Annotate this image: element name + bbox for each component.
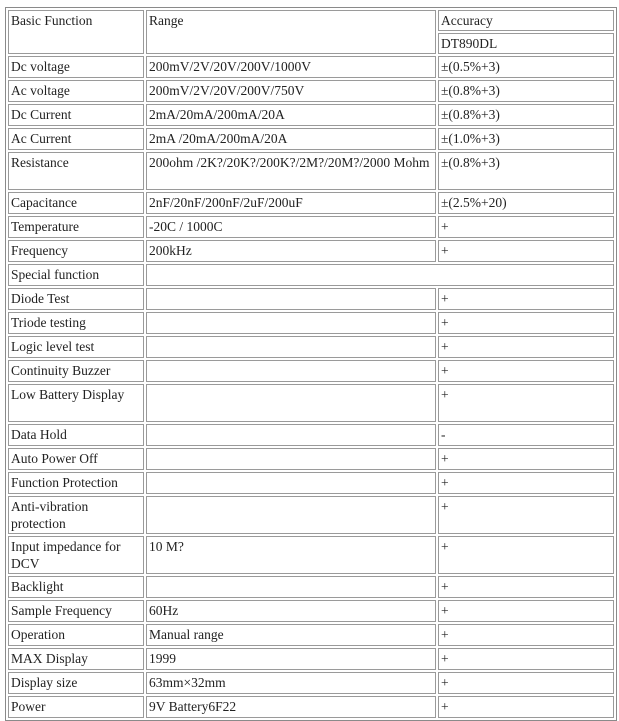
accuracy-cell: + [438, 600, 614, 622]
table-row [8, 496, 614, 534]
function-cell: Power [8, 696, 144, 718]
table-row [8, 472, 614, 494]
function-cell: Dc Current [8, 104, 144, 126]
accuracy-cell: + [438, 672, 614, 694]
accuracy-cell: ±(0.5%+3) [438, 56, 614, 78]
accuracy-cell: + [438, 384, 614, 422]
range-cell [146, 472, 436, 494]
function-cell: Operation [8, 624, 144, 646]
range-cell: 2mA/20mA/200mA/20A [146, 104, 436, 126]
table-row [8, 192, 614, 214]
header-accuracy: Accuracy [438, 10, 614, 31]
function-cell: Function Protection [8, 472, 144, 494]
table-row [8, 424, 614, 446]
function-cell: Resistance [8, 152, 144, 190]
table-row [8, 336, 614, 358]
range-cell: -20C / 1000C [146, 216, 436, 238]
table-row [8, 104, 614, 126]
range-cell [146, 576, 436, 598]
accuracy-cell: ±(0.8%+3) [438, 104, 614, 126]
function-cell: Dc voltage [8, 56, 144, 78]
special-function-heading: Special function [8, 264, 144, 286]
spec-table [5, 7, 617, 721]
accuracy-cell: + [438, 576, 614, 598]
table-row [8, 624, 614, 646]
function-cell: Triode testing [8, 312, 144, 334]
accuracy-cell: ±(0.8%+3) [438, 152, 614, 190]
function-cell: MAX Display [8, 648, 144, 670]
range-cell: 9V Battery6F22 [146, 696, 436, 718]
accuracy-cell: + [438, 360, 614, 382]
accuracy-cell: + [438, 496, 614, 534]
range-cell [146, 312, 436, 334]
accuracy-cell: + [438, 624, 614, 646]
table-row [8, 288, 614, 310]
range-cell [146, 336, 436, 358]
range-cell [146, 384, 436, 422]
accuracy-cell: + [438, 448, 614, 470]
special-function-blank [146, 264, 614, 286]
special-function-header-row [8, 264, 614, 286]
function-cell: Ac Current [8, 128, 144, 150]
function-cell: Backlight [8, 576, 144, 598]
table-row [8, 672, 614, 694]
table-row [8, 448, 614, 470]
range-cell: 2nF/20nF/200nF/2uF/200uF [146, 192, 436, 214]
range-cell [146, 448, 436, 470]
range-cell: 60Hz [146, 600, 436, 622]
range-cell: 200ohm /2K?/20K?/200K?/2M?/20M?/2000 Mohm [146, 152, 436, 190]
table-row [8, 216, 614, 238]
range-cell: 2mA /20mA/200mA/20A [146, 128, 436, 150]
accuracy-cell: ±(1.0%+3) [438, 128, 614, 150]
accuracy-cell: + [438, 288, 614, 310]
table-row [8, 80, 614, 102]
table-row [8, 600, 614, 622]
function-cell: Display size [8, 672, 144, 694]
function-cell: Sample Frequency [8, 600, 144, 622]
range-cell: 200mV/2V/20V/200V/750V [146, 80, 436, 102]
table-row [8, 152, 614, 190]
accuracy-cell: + [438, 216, 614, 238]
range-cell: 200mV/2V/20V/200V/1000V [146, 56, 436, 78]
header-range: Range [146, 10, 436, 54]
accuracy-cell: + [438, 240, 614, 262]
table-row [8, 648, 614, 670]
accuracy-cell: ±(0.8%+3) [438, 80, 614, 102]
function-cell: Frequency [8, 240, 144, 262]
header-basic-function: Basic Function [8, 10, 144, 54]
range-cell: 200kHz [146, 240, 436, 262]
accuracy-cell: + [438, 472, 614, 494]
table-row [8, 240, 614, 262]
table-row [8, 56, 614, 78]
table-row [8, 696, 614, 718]
accuracy-cell: + [438, 648, 614, 670]
function-cell: Data Hold [8, 424, 144, 446]
range-cell [146, 424, 436, 446]
table-row [8, 360, 614, 382]
function-cell: Capacitance [8, 192, 144, 214]
function-cell: Auto Power Off [8, 448, 144, 470]
accuracy-cell: + [438, 312, 614, 334]
function-cell: Continuity Buzzer [8, 360, 144, 382]
table-row [8, 576, 614, 598]
table-row [8, 536, 614, 574]
table-row [8, 128, 614, 150]
range-cell: Manual range [146, 624, 436, 646]
header-model: DT890DL [438, 33, 614, 54]
function-cell: Logic level test [8, 336, 144, 358]
range-cell: 1999 [146, 648, 436, 670]
range-cell [146, 288, 436, 310]
header-row [8, 10, 614, 31]
function-cell: Anti-vibration protection [8, 496, 144, 534]
function-cell: Low Battery Display [8, 384, 144, 422]
range-cell [146, 496, 436, 534]
function-cell: Temperature [8, 216, 144, 238]
accuracy-cell: + [438, 696, 614, 718]
range-cell: 63mm×32mm [146, 672, 436, 694]
accuracy-cell: + [438, 536, 614, 574]
range-cell: 10 M? [146, 536, 436, 574]
accuracy-cell: + [438, 336, 614, 358]
function-cell: Diode Test [8, 288, 144, 310]
function-cell: Input impedance for DCV [8, 536, 144, 574]
function-cell: Ac voltage [8, 80, 144, 102]
accuracy-cell: ±(2.5%+20) [438, 192, 614, 214]
accuracy-cell: - [438, 424, 614, 446]
table-row [8, 312, 614, 334]
table-row [8, 384, 614, 422]
range-cell [146, 360, 436, 382]
